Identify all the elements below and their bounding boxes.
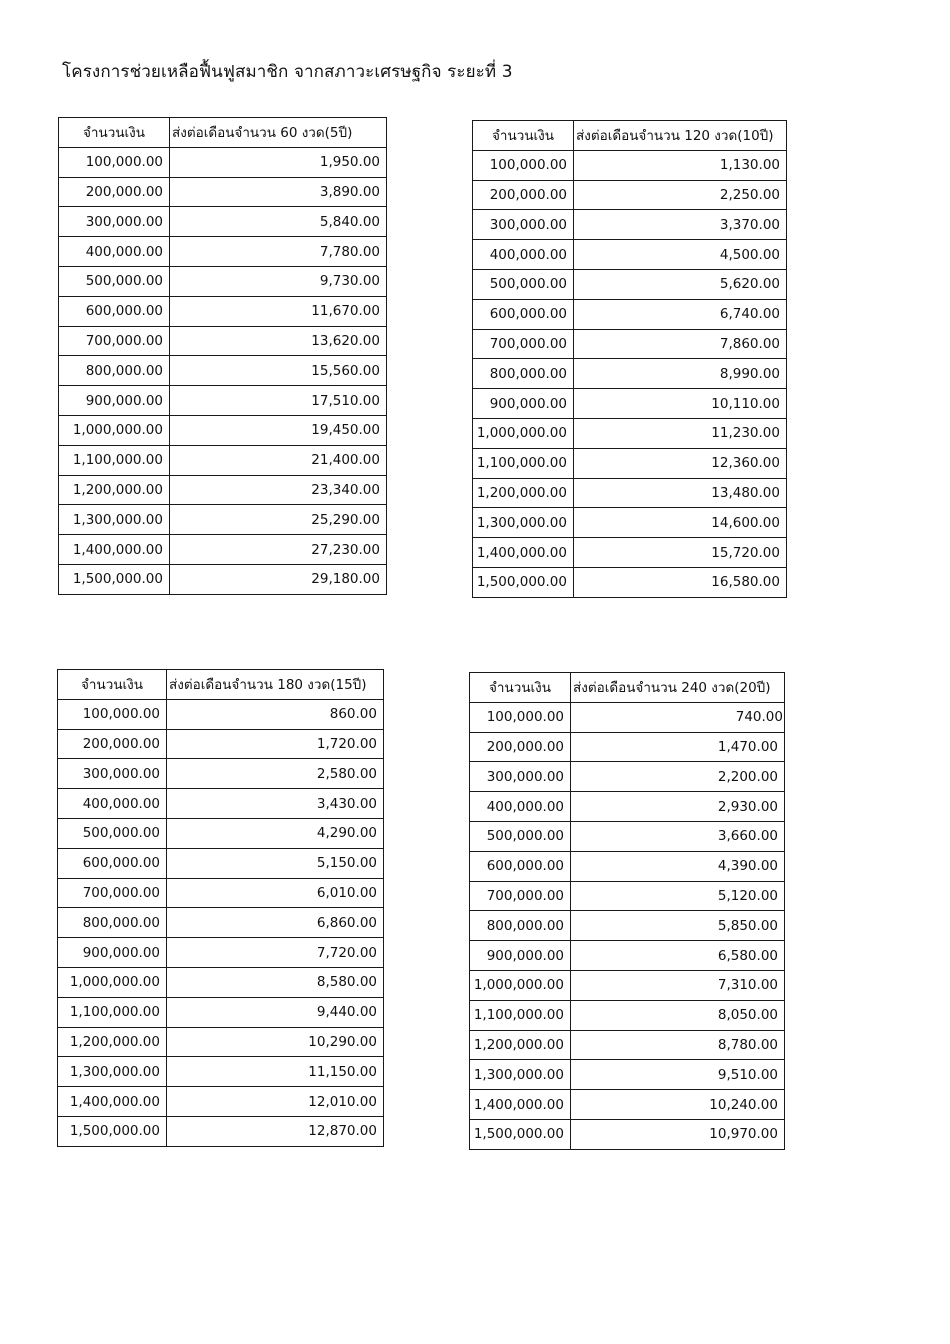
table-row <box>473 508 787 538</box>
monthly-payment-cell: 10,970.00 <box>571 1119 785 1149</box>
monthly-payment-cell: 23,340.00 <box>170 475 387 505</box>
monthly-payment-cell: 7,780.00 <box>170 237 387 267</box>
monthly-payment-cell: 860.00 <box>167 699 384 729</box>
payment-table-180-installments <box>57 669 384 1147</box>
loan-amount-cell: 600,000.00 <box>59 296 170 326</box>
monthly-payment-cell: 4,290.00 <box>167 818 384 848</box>
monthly-payment-cell: 9,440.00 <box>167 997 384 1027</box>
table-row <box>470 792 785 822</box>
monthly-payment-cell: 5,840.00 <box>170 207 387 237</box>
monthly-payment-cell: 21,400.00 <box>170 445 387 475</box>
monthly-payment-cell: 740.00 <box>571 702 785 732</box>
table-row <box>473 478 787 508</box>
monthly-payment-cell: 12,870.00 <box>167 1116 384 1146</box>
monthly-payment-cell: 11,670.00 <box>170 296 387 326</box>
table-row <box>473 180 787 210</box>
loan-amount-cell: 1,200,000.00 <box>58 1027 167 1057</box>
loan-amount-cell: 600,000.00 <box>58 848 167 878</box>
monthly-payment-cell: 14,600.00 <box>574 508 787 538</box>
monthly-payment-cell: 4,390.00 <box>571 851 785 881</box>
loan-amount-cell: 1,500,000.00 <box>59 564 170 594</box>
monthly-payment-cell: 1,470.00 <box>571 732 785 762</box>
table-row <box>473 448 787 478</box>
loan-amount-cell: 600,000.00 <box>473 299 574 329</box>
loan-amount-cell: 1,200,000.00 <box>473 478 574 508</box>
loan-amount-cell: 1,100,000.00 <box>473 448 574 478</box>
table-row <box>59 415 387 445</box>
monthly-payment-cell: 9,730.00 <box>170 266 387 296</box>
loan-amount-cell: 1,300,000.00 <box>59 505 170 535</box>
table-row <box>470 881 785 911</box>
table-row <box>58 1116 384 1146</box>
payment-column-header: ส่งต่อเดือนจำนวน 120 งวด(10ปี) <box>574 121 787 151</box>
table-row <box>470 732 785 762</box>
monthly-payment-cell: 6,010.00 <box>167 878 384 908</box>
loan-amount-cell: 1,300,000.00 <box>470 1060 571 1090</box>
table-row <box>473 240 787 270</box>
loan-amount-cell: 1,100,000.00 <box>59 445 170 475</box>
loan-amount-cell: 200,000.00 <box>59 177 170 207</box>
monthly-payment-cell: 5,850.00 <box>571 911 785 941</box>
loan-amount-cell: 200,000.00 <box>58 729 167 759</box>
table-row <box>59 505 387 535</box>
monthly-payment-cell: 7,860.00 <box>574 329 787 359</box>
table-row <box>59 326 387 356</box>
monthly-payment-cell: 3,370.00 <box>574 210 787 240</box>
loan-amount-cell: 800,000.00 <box>58 908 167 938</box>
monthly-payment-cell: 8,990.00 <box>574 359 787 389</box>
payment-column-header: ส่งต่อเดือนจำนวน 60 งวด(5ปี) <box>170 118 387 148</box>
loan-amount-cell: 1,200,000.00 <box>470 1030 571 1060</box>
amount-column-header: จำนวนเงิน <box>470 673 571 703</box>
table-row <box>58 699 384 729</box>
loan-amount-cell: 1,100,000.00 <box>58 997 167 1027</box>
table-row <box>470 851 785 881</box>
amount-column-header: จำนวนเงิน <box>473 121 574 151</box>
monthly-payment-cell: 15,560.00 <box>170 356 387 386</box>
loan-amount-cell: 800,000.00 <box>473 359 574 389</box>
monthly-payment-cell: 1,130.00 <box>574 150 787 180</box>
page-title: โครงการช่วยเหลือฟื้นฟูสมาชิก จากสภาวะเศรษฐกิจ ระยะที่ 3 <box>62 62 513 82</box>
table-row <box>59 177 387 207</box>
table-row <box>470 821 785 851</box>
table-row <box>470 1000 785 1030</box>
loan-amount-cell: 1,000,000.00 <box>473 418 574 448</box>
loan-amount-cell: 400,000.00 <box>58 789 167 819</box>
monthly-payment-cell: 15,720.00 <box>574 538 787 568</box>
table-row <box>470 970 785 1000</box>
monthly-payment-cell: 27,230.00 <box>170 535 387 565</box>
loan-amount-cell: 300,000.00 <box>473 210 574 240</box>
monthly-payment-cell: 19,450.00 <box>170 415 387 445</box>
loan-amount-cell: 400,000.00 <box>59 237 170 267</box>
table-row <box>470 1119 785 1149</box>
table-row <box>59 266 387 296</box>
loan-amount-cell: 1,500,000.00 <box>58 1116 167 1146</box>
table-row <box>470 941 785 971</box>
loan-amount-cell: 1,500,000.00 <box>473 567 574 597</box>
table-row <box>59 207 387 237</box>
table-row <box>470 1030 785 1060</box>
payment-column-header: ส่งต่อเดือนจำนวน 240 งวด(20ปี) <box>571 673 785 703</box>
table-header-row <box>473 121 787 151</box>
table-row <box>470 762 785 792</box>
monthly-payment-cell: 7,720.00 <box>167 938 384 968</box>
monthly-payment-cell: 8,050.00 <box>571 1000 785 1030</box>
table-row <box>59 237 387 267</box>
loan-amount-cell: 700,000.00 <box>473 329 574 359</box>
table-row <box>59 445 387 475</box>
monthly-payment-cell: 7,310.00 <box>571 970 785 1000</box>
monthly-payment-cell: 11,230.00 <box>574 418 787 448</box>
loan-amount-cell: 200,000.00 <box>473 180 574 210</box>
table-row <box>59 475 387 505</box>
loan-amount-cell: 800,000.00 <box>59 356 170 386</box>
table-row <box>58 789 384 819</box>
monthly-payment-cell: 10,110.00 <box>574 389 787 419</box>
payment-table-240-installments <box>469 672 785 1150</box>
loan-amount-cell: 100,000.00 <box>59 147 170 177</box>
table-row <box>59 535 387 565</box>
monthly-payment-cell: 25,290.00 <box>170 505 387 535</box>
monthly-payment-cell: 9,510.00 <box>571 1060 785 1090</box>
table-row <box>59 386 387 416</box>
loan-amount-cell: 700,000.00 <box>59 326 170 356</box>
loan-amount-cell: 100,000.00 <box>470 702 571 732</box>
monthly-payment-cell: 2,580.00 <box>167 759 384 789</box>
monthly-payment-cell: 16,580.00 <box>574 567 787 597</box>
loan-amount-cell: 900,000.00 <box>470 941 571 971</box>
table-row <box>473 269 787 299</box>
loan-amount-cell: 500,000.00 <box>470 821 571 851</box>
table-row <box>58 818 384 848</box>
loan-amount-cell: 300,000.00 <box>58 759 167 789</box>
table-row <box>58 848 384 878</box>
monthly-payment-cell: 3,430.00 <box>167 789 384 819</box>
monthly-payment-cell: 6,860.00 <box>167 908 384 938</box>
table-row <box>58 1027 384 1057</box>
table-row <box>473 359 787 389</box>
table-row <box>59 564 387 594</box>
table-row <box>473 329 787 359</box>
monthly-payment-cell: 8,780.00 <box>571 1030 785 1060</box>
loan-amount-cell: 1,400,000.00 <box>58 1087 167 1117</box>
table-row <box>58 729 384 759</box>
monthly-payment-cell: 10,290.00 <box>167 1027 384 1057</box>
loan-amount-cell: 1,200,000.00 <box>59 475 170 505</box>
monthly-payment-cell: 13,480.00 <box>574 478 787 508</box>
table-row <box>473 299 787 329</box>
loan-amount-cell: 1,400,000.00 <box>473 538 574 568</box>
loan-amount-cell: 500,000.00 <box>473 269 574 299</box>
loan-amount-cell: 500,000.00 <box>58 818 167 848</box>
loan-amount-cell: 400,000.00 <box>473 240 574 270</box>
table-row <box>58 878 384 908</box>
loan-amount-cell: 700,000.00 <box>58 878 167 908</box>
table-row <box>58 759 384 789</box>
loan-amount-cell: 100,000.00 <box>473 150 574 180</box>
loan-amount-cell: 900,000.00 <box>59 386 170 416</box>
monthly-payment-cell: 1,720.00 <box>167 729 384 759</box>
monthly-payment-cell: 2,930.00 <box>571 792 785 822</box>
monthly-payment-cell: 3,660.00 <box>571 821 785 851</box>
payment-table-120-installments <box>472 120 787 598</box>
monthly-payment-cell: 5,620.00 <box>574 269 787 299</box>
monthly-payment-cell: 6,580.00 <box>571 941 785 971</box>
table-row <box>59 147 387 177</box>
table-row <box>58 1057 384 1087</box>
loan-amount-cell: 1,500,000.00 <box>470 1119 571 1149</box>
monthly-payment-cell: 4,500.00 <box>574 240 787 270</box>
monthly-payment-cell: 1,950.00 <box>170 147 387 177</box>
table-row <box>473 150 787 180</box>
loan-amount-cell: 1,100,000.00 <box>470 1000 571 1030</box>
monthly-payment-cell: 2,250.00 <box>574 180 787 210</box>
monthly-payment-cell: 29,180.00 <box>170 564 387 594</box>
monthly-payment-cell: 8,580.00 <box>167 967 384 997</box>
table-row <box>59 356 387 386</box>
monthly-payment-cell: 5,120.00 <box>571 881 785 911</box>
loan-amount-cell: 1,000,000.00 <box>58 967 167 997</box>
table-row <box>473 389 787 419</box>
table-row <box>58 908 384 938</box>
loan-amount-cell: 900,000.00 <box>58 938 167 968</box>
loan-amount-cell: 600,000.00 <box>470 851 571 881</box>
monthly-payment-cell: 5,150.00 <box>167 848 384 878</box>
loan-amount-cell: 1,300,000.00 <box>58 1057 167 1087</box>
monthly-payment-cell: 13,620.00 <box>170 326 387 356</box>
table-row <box>473 567 787 597</box>
loan-amount-cell: 500,000.00 <box>59 266 170 296</box>
table-row <box>473 538 787 568</box>
table-row <box>470 911 785 941</box>
loan-amount-cell: 300,000.00 <box>470 762 571 792</box>
loan-amount-cell: 1,000,000.00 <box>470 970 571 1000</box>
loan-amount-cell: 1,400,000.00 <box>59 535 170 565</box>
amount-column-header: จำนวนเงิน <box>58 670 167 700</box>
table-row <box>473 210 787 240</box>
loan-amount-cell: 1,300,000.00 <box>473 508 574 538</box>
payment-table-60-installments <box>58 117 387 595</box>
loan-amount-cell: 200,000.00 <box>470 732 571 762</box>
monthly-payment-cell: 3,890.00 <box>170 177 387 207</box>
monthly-payment-cell: 17,510.00 <box>170 386 387 416</box>
loan-amount-cell: 300,000.00 <box>59 207 170 237</box>
monthly-payment-cell: 2,200.00 <box>571 762 785 792</box>
table-row <box>58 997 384 1027</box>
loan-amount-cell: 900,000.00 <box>473 389 574 419</box>
table-row <box>470 1090 785 1120</box>
table-row <box>470 1060 785 1090</box>
table-row <box>58 938 384 968</box>
table-header-row <box>470 673 785 703</box>
table-row <box>59 296 387 326</box>
table-row <box>470 702 785 732</box>
loan-amount-cell: 100,000.00 <box>58 699 167 729</box>
table-row <box>58 967 384 997</box>
monthly-payment-cell: 12,010.00 <box>167 1087 384 1117</box>
table-header-row <box>59 118 387 148</box>
loan-amount-cell: 1,000,000.00 <box>59 415 170 445</box>
payment-column-header: ส่งต่อเดือนจำนวน 180 งวด(15ปี) <box>167 670 384 700</box>
monthly-payment-cell: 12,360.00 <box>574 448 787 478</box>
table-row <box>58 1087 384 1117</box>
table-header-row <box>58 670 384 700</box>
loan-amount-cell: 400,000.00 <box>470 792 571 822</box>
loan-amount-cell: 800,000.00 <box>470 911 571 941</box>
table-row <box>473 418 787 448</box>
monthly-payment-cell: 11,150.00 <box>167 1057 384 1087</box>
loan-amount-cell: 1,400,000.00 <box>470 1090 571 1120</box>
monthly-payment-cell: 10,240.00 <box>571 1090 785 1120</box>
amount-column-header: จำนวนเงิน <box>59 118 170 148</box>
monthly-payment-cell: 6,740.00 <box>574 299 787 329</box>
loan-amount-cell: 700,000.00 <box>470 881 571 911</box>
